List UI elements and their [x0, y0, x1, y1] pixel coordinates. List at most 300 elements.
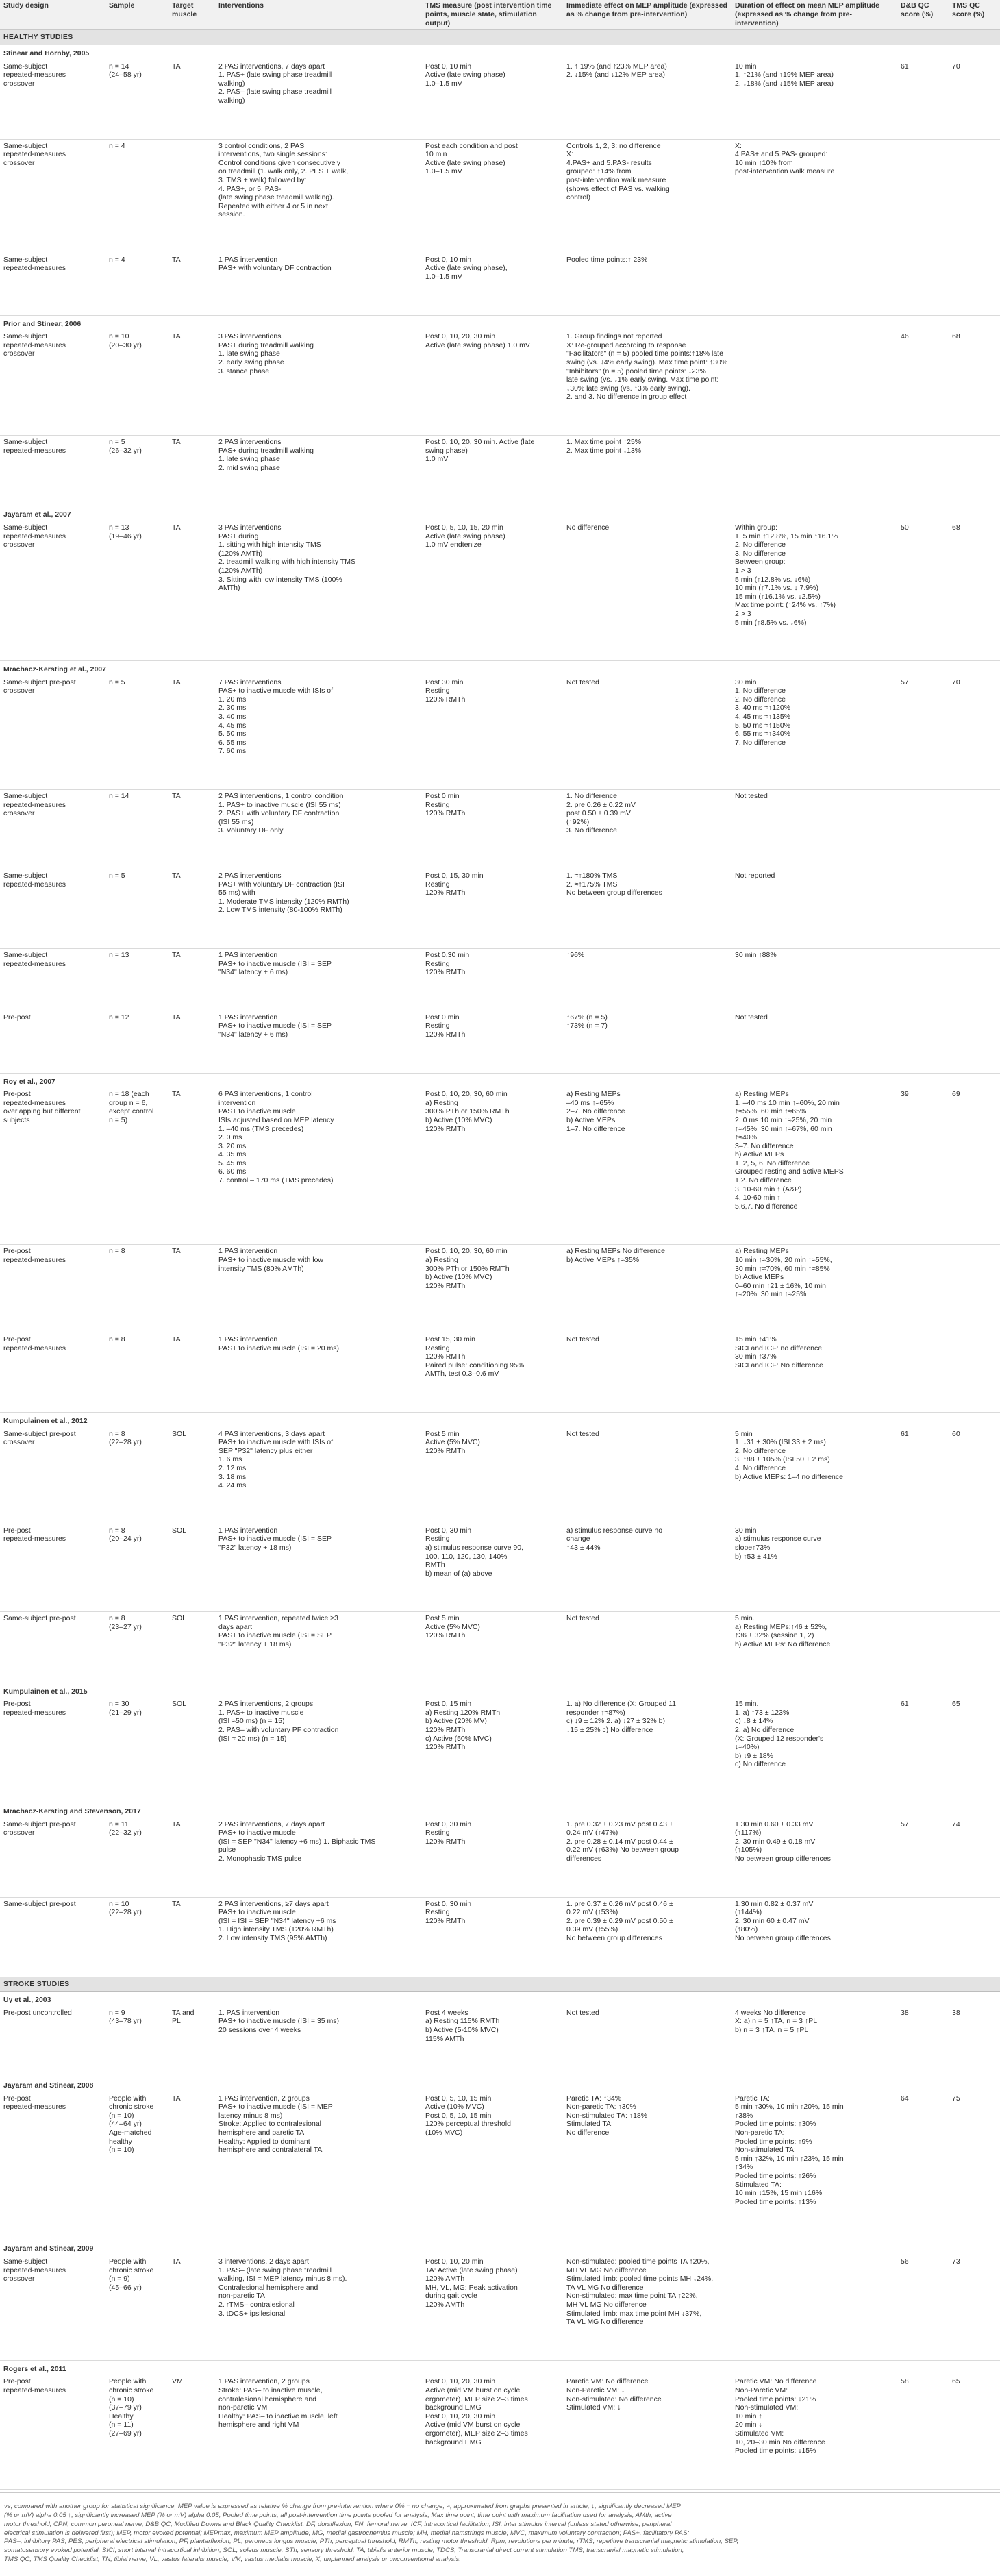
table-cell [0, 1333, 105, 1413]
cell-line: Resting [425, 880, 450, 889]
cell-line: 2 > 3 [735, 609, 751, 618]
cell-line: 120% RMTh [425, 1030, 466, 1039]
cell-line: 5 min (↑8.5% vs. ↓6%) [735, 618, 807, 627]
cell-line: 120% AMTh [425, 2275, 465, 2283]
cell-line: b) mean of (a) above [425, 1569, 492, 1578]
cell-line: 1. a) ↑73 ± 123% [735, 1708, 790, 1717]
cell-line: Post 0, 5, 10, 15 min [425, 2111, 492, 2120]
cell-line: 1.0 mV [425, 455, 449, 464]
table-cell [732, 1524, 897, 1612]
table-cell [563, 2092, 732, 2240]
cell-line: 1. 20 ms [218, 695, 247, 704]
cell-line: ↑43 ± 44% [566, 1543, 601, 1552]
cell-line: Paretic VM: No difference [735, 2377, 817, 2386]
study-author: Rogers et al., 2011 [3, 2364, 66, 2373]
table-cell [422, 1333, 563, 1413]
cell-line: 1.30 min 0.82 ± 0.37 mV [735, 1899, 814, 1908]
cell-line: Same-subject pre-post [3, 1614, 76, 1623]
table-cell [949, 60, 1000, 139]
table-cell [215, 2255, 422, 2360]
cell-line: 5. 45 ms [218, 1159, 247, 1167]
cell-line: crossover [3, 2275, 35, 2283]
cell-line: hemisphere and contralateral TA [218, 2146, 323, 2155]
cell-line: n = 9 [109, 2008, 125, 2017]
cell-line: ↓15 ± 25% c) No difference [566, 1726, 653, 1735]
study-author: Mrachacz-Kersting and Stevenson, 2017 [3, 1807, 141, 1816]
cell-line: 68 [952, 332, 960, 341]
column-header: Immediate effect on MEP amplitude (expressed as % change from pre-intervention) [563, 0, 732, 30]
cell-line: PAS+ to inactive muscle [218, 1107, 296, 1116]
cell-line: 1. –40 ms (TMS precedes) [218, 1124, 304, 1133]
cell-line: (ISI = SEP "N34" latency +6 ms) 1. Biphasic TMS [218, 1837, 376, 1846]
cell-line: 38 [901, 2008, 909, 2017]
cell-line: 1 PAS intervention [218, 950, 278, 959]
table-cell [422, 253, 563, 315]
cell-line: post-intervention walk measure [735, 167, 835, 176]
cell-line: repeated-measures [3, 1098, 66, 1107]
cell-line: (↑105%) [735, 1846, 762, 1855]
cell-line: background EMG [425, 2438, 482, 2447]
cell-line: 2. ↓18% (and ↓15% MEP area) [735, 79, 834, 88]
table-cell [168, 1524, 215, 1612]
table-cell [949, 521, 1000, 661]
table-row [0, 1333, 1000, 1413]
cell-line: Pooled time points: ↑9% [735, 2137, 812, 2146]
table-cell [168, 436, 215, 506]
cell-line: Not tested [566, 1335, 599, 1343]
cell-line: 1. Group findings not reported [566, 332, 662, 341]
cell-line: Post 0, 10, 20 min [425, 2257, 484, 2266]
cell-line: Post 0,30 min [425, 950, 470, 959]
table-cell [422, 2375, 563, 2489]
cell-line: Same-subject [3, 2257, 48, 2266]
cell-line: 1–7. No difference [566, 1124, 625, 1133]
cell-line: People with [109, 2377, 147, 2386]
table-cell [949, 2092, 1000, 2240]
cell-line: 1. No difference [735, 686, 786, 695]
cell-line: Pre-post uncontrolled [3, 2008, 72, 2017]
cell-line: 3. TMS + walk) followed by: [218, 175, 307, 184]
cell-line: Stimulated limb: max time point MH ↓37%, [566, 2309, 702, 2318]
cell-line: a) Resting MEPs [566, 1090, 621, 1099]
table-cell [563, 1011, 732, 1073]
study-author: Kumpulainen et al., 2012 [3, 1416, 88, 1425]
cell-line: 10 min (↑7.1% vs. ↓ 7.9%) [735, 584, 818, 593]
table-cell [105, 2375, 168, 2489]
cell-line: c) No difference [735, 1760, 786, 1769]
cell-line: 1.0–1.5 mV [425, 167, 462, 176]
footnote-line: motor threshold; CPN, common peroneal nerve; D&B QC, Modified Downs and Black Quality Checklist; DF, dorsiflexion; FN, femoral nerve; ICF, intracortical facilitation; ISI, inter stimulus interval (unless stated otherwise, peripheral [4, 2520, 672, 2528]
table-row [0, 1524, 1000, 1612]
cell-line: (45–66 yr) [109, 2283, 142, 2292]
cell-line: 120% RMTh [425, 809, 466, 818]
cell-line: 4.PAS+ and 5.PAS- grouped: [735, 150, 828, 159]
section-header [0, 30, 1000, 45]
table-cell [949, 1428, 1000, 1524]
cell-line: 2 PAS interventions, 2 groups [218, 1700, 314, 1709]
table-cell [168, 1897, 215, 1977]
cell-line: contralesional hemisphere and [218, 2394, 317, 2403]
cell-line: n = 8 [109, 1247, 125, 1256]
cell-line: "N34" latency + 6 ms) [218, 968, 288, 977]
cell-line: SOL [172, 1700, 187, 1709]
cell-line: a) Resting MEPs No difference [566, 1247, 665, 1256]
cell-line: 2. treadmill walking with high intensity TMS [218, 558, 355, 567]
cell-line: (X: Grouped 12 responder's [735, 1734, 824, 1743]
cell-line: Resting [425, 1908, 450, 1917]
cell-line: Pre-post [3, 1090, 31, 1099]
cell-line: Post 0, 30 min [425, 1899, 472, 1908]
table-row [0, 139, 1000, 253]
table-cell [0, 60, 105, 139]
table-cell [732, 1245, 897, 1333]
table-cell [897, 790, 949, 869]
cell-line: PL [172, 2017, 181, 2026]
cell-line: swing (vs. ↓4% early swing). Max time point: ↑30% [566, 358, 728, 367]
cell-line: a) Resting MEPs [735, 1247, 789, 1256]
table-cell [0, 521, 105, 661]
cell-line: 1. late swing phase [218, 455, 280, 464]
column-header: Interventions [215, 0, 422, 30]
cell-line: a) stimulus response curve no [566, 1526, 663, 1535]
study-author-row [0, 1803, 1000, 1818]
cell-line: Post 0, 15 min [425, 1700, 472, 1709]
cell-line: Active (late swing phase) [425, 71, 505, 79]
cell-line: 4. No difference [735, 1463, 786, 1472]
cell-line: MH VL MG No difference [566, 2300, 647, 2309]
cell-line: Max time point: (↑24% vs. ↑7%) [735, 601, 836, 610]
cell-line: n = 18 (each [109, 1090, 149, 1099]
cell-line: TA [172, 332, 181, 341]
cell-line: 10 min ↓15%, 15 min ↓16% [735, 2189, 823, 2198]
table-cell [949, 676, 1000, 790]
table-cell [563, 1088, 732, 1245]
cell-line: ergometer), MEP size 2–3 times [425, 2429, 528, 2438]
cell-line: post 0.50 ± 0.39 mV [566, 809, 631, 818]
cell-line: Pre-post [3, 1526, 31, 1535]
cell-line: n = 10 [109, 332, 129, 341]
cell-line: 4. 45 ms ≈↑135% [735, 713, 791, 721]
cell-line: 300% PTh or 150% RMTh [425, 1107, 510, 1116]
cell-line: crossover [3, 686, 35, 695]
cell-line: grouped: ↑14% from [566, 167, 632, 176]
cell-line: ↑≈20%, 30 min ↑≈25% [735, 1290, 807, 1299]
table-cell [215, 60, 422, 139]
cell-line: PAS+ to inactive muscle with low [218, 1256, 323, 1265]
cell-line: b) Active MEPs [735, 1273, 784, 1282]
table-cell [949, 330, 1000, 435]
cell-line: TA VL MG No difference [566, 2318, 644, 2327]
cell-line: TA [172, 2257, 181, 2266]
cell-line: PAS+ to inactive muscle [218, 1908, 296, 1917]
cell-line: 50 [901, 523, 909, 532]
table-cell [215, 436, 422, 506]
section-header [0, 1977, 1000, 1992]
cell-line: 1. pre 0.37 ± 0.26 mV post 0.46 ± [566, 1899, 673, 1908]
table-cell [215, 521, 422, 661]
table-cell [0, 1524, 105, 1612]
cell-line: 2. Low TMS intensity (80-100% RMTh) [218, 906, 342, 915]
cell-line: ↑34% [735, 2163, 753, 2172]
cell-line: (44–64 yr) [109, 2120, 142, 2129]
cell-line: (↑144%) [735, 1908, 762, 1917]
table-cell [897, 1333, 949, 1413]
cell-line: repeated-measures [3, 532, 66, 541]
cell-line: 2 PAS interventions [218, 438, 282, 446]
cell-line: PAS+ to inactive muscle (ISI = MEP [218, 2103, 333, 2111]
table-cell [897, 676, 949, 790]
cell-line: 1. Moderate TMS intensity (120% RMTh) [218, 897, 349, 906]
table-cell [422, 790, 563, 869]
table-cell [215, 1088, 422, 1245]
cell-line: 6 PAS interventions, 1 control [218, 1090, 313, 1099]
cell-line: n = 13 [109, 523, 129, 532]
cell-line: ↑≈55%, 60 min ↑≈65% [735, 1107, 807, 1116]
table-row [0, 1897, 1000, 1977]
cell-line: TA [172, 1247, 181, 1256]
table-cell [215, 1818, 422, 1897]
cell-line: 120% RMTh [425, 1352, 466, 1361]
cell-line: (shows effect of PAS vs. walking [566, 184, 670, 193]
table-row [0, 1088, 1000, 1245]
table-cell [897, 1612, 949, 1683]
cell-line: chronic stroke [109, 2266, 154, 2275]
cell-line: 64 [901, 2094, 909, 2103]
cell-line: Same-subject pre-post [3, 1899, 76, 1908]
table-cell [563, 2375, 732, 2489]
table-cell [168, 330, 215, 435]
cell-line: TA [172, 792, 181, 801]
cell-line: 7. No difference [735, 738, 786, 747]
cell-line: Not tested [566, 1614, 599, 1623]
cell-line: (ISI ≈ 20 ms) (n = 15) [218, 1734, 287, 1743]
cell-line: (↑117%) [735, 1829, 762, 1837]
cell-line: ISIs adjusted based on MEP latency [218, 1115, 334, 1124]
table-cell [0, 1245, 105, 1333]
cell-line: 1. a) No difference (X: Grouped 11 [566, 1700, 677, 1709]
cell-line: 75 [952, 2094, 960, 2103]
cell-line: 30 min [735, 678, 757, 686]
column-header: D&B QC score (%) [897, 0, 949, 30]
cell-line: 2. No difference [735, 695, 786, 704]
cell-line: days apart [218, 1622, 253, 1631]
cell-line: 3. Voluntary DF only [218, 826, 284, 835]
cell-line: 2. Max time point ↓13% [566, 446, 642, 455]
table-cell [732, 139, 897, 253]
cell-line: Paretic TA: [735, 2094, 770, 2103]
cell-line: Same-subject pre-post [3, 1820, 76, 1829]
cell-line: b) n = 3 ↑TA, n = 5 ↑PL [735, 2025, 809, 2034]
cell-line: 3. ↑88 ± 105% (ISI 50 ± 2 ms) [735, 1455, 830, 1464]
table-cell [0, 869, 105, 949]
cell-line: (26–32 yr) [109, 446, 142, 455]
cell-line: ↑≈45%, 30 min ↑≈67%, 60 min [735, 1124, 832, 1133]
cell-line: ↑67% (n = 5) [566, 1013, 608, 1021]
table-cell [0, 948, 105, 1011]
cell-line: Age-matched [109, 2129, 152, 2138]
table-cell [949, 139, 1000, 253]
cell-line: crossover [3, 79, 35, 88]
table-cell [732, 521, 897, 661]
cell-line: change [566, 1535, 590, 1544]
table-row [0, 1612, 1000, 1683]
table-cell [563, 676, 732, 790]
cell-line: 2. 12 ms [218, 1463, 247, 1472]
column-header: Study design [0, 0, 105, 30]
cell-line: 10 min [735, 62, 757, 71]
cell-line: 1. PAS intervention [218, 2008, 280, 2017]
study-author: Jayaram and Stinear, 2008 [3, 2081, 94, 2090]
cell-line: 6. 60 ms [218, 1167, 247, 1176]
table-cell [105, 139, 168, 253]
cell-line: 38 [952, 2008, 960, 2017]
footnote-line: TMS QC, TMS Quality Checklist; TN, tibial nerve; VL, vastus lateralis muscle; VM, vastus medialis muscle; X, unplanned analysis or unconventional analysis. [4, 2555, 462, 2564]
cell-line: chronic stroke [109, 2103, 154, 2111]
cell-line: 61 [901, 1429, 909, 1438]
table-row [0, 2375, 1000, 2489]
cell-line: 3 control conditions, 2 PAS [218, 141, 305, 150]
cell-line: 70 [952, 62, 960, 71]
cell-line: Post 15, 30 min [425, 1335, 475, 1343]
cell-line: (n = 9) [109, 2275, 130, 2283]
cell-line: 4. 45 ms [218, 721, 247, 730]
cell-line: Controls 1, 2, 3: no difference [566, 141, 661, 150]
cell-line: Post 0, 10, 20, 30 min [425, 332, 496, 341]
cell-line: SOL [172, 1429, 187, 1438]
study-author-row [0, 1073, 1000, 1088]
cell-line: n = 14 [109, 62, 129, 71]
cell-line: PAS+ to inactive muscle (ISI = SEP [218, 1021, 332, 1030]
cell-line: 5 min ↑30%, 10 min ↑20%, 15 min [735, 2103, 844, 2111]
cell-line: b) Active (5-10% MVC) [425, 2025, 499, 2034]
cell-line: "Facilitators" (n = 5) pooled time points:↑18% late [566, 349, 723, 358]
cell-line: 10 min [425, 150, 447, 159]
table-cell [563, 869, 732, 949]
cell-line: Non-Paretic VM: ↓ [566, 2386, 625, 2394]
table-cell [422, 330, 563, 435]
cell-line: Post 4 weeks [425, 2008, 468, 2017]
cell-line: (n = 11) [109, 2420, 134, 2429]
cell-line: swing phase) [425, 446, 468, 455]
cell-line: Not reported [735, 871, 775, 880]
cell-line: crossover [3, 158, 35, 167]
cell-line: 120% RMTh [425, 1631, 466, 1640]
table-cell [949, 1245, 1000, 1333]
table-cell [732, 1011, 897, 1073]
table-cell [105, 1428, 168, 1524]
cell-line: b) Active MEPs ↑≈35% [566, 1256, 640, 1265]
cell-line: Not tested [566, 1429, 599, 1438]
table-cell [949, 1011, 1000, 1073]
cell-line: ↑96% [566, 950, 585, 959]
table-cell [563, 330, 732, 435]
cell-line: 1. sitting with high intensity TMS [218, 541, 321, 549]
cell-line: 1. PAS+ (late swing phase treadmill [218, 71, 332, 79]
cell-line: 4. PAS+, or 5. PAS- [218, 184, 282, 193]
cell-line: 6. 55 ms ≈↑340% [735, 730, 791, 739]
cell-line: 2. pre 0.28 ± 0.14 mV post 0.44 ± [566, 1837, 673, 1846]
column-header: Duration of effect on mean MEP amplitude (expressed as % change from pre-intervention) [732, 0, 897, 30]
table-cell [0, 1897, 105, 1977]
cell-line: repeated-measures [3, 2266, 66, 2275]
table-cell [422, 60, 563, 139]
cell-line: 1 PAS intervention [218, 1335, 278, 1343]
cell-line: n = 10 [109, 1899, 129, 1908]
cell-line: 30 min ↑88% [735, 950, 777, 959]
table-cell [949, 1612, 1000, 1683]
cell-line: Stroke: Applied to contralesional [218, 2120, 322, 2129]
table-cell [563, 253, 732, 315]
cell-line: 2. No difference [735, 1446, 786, 1455]
cell-line: PAS+ during [218, 532, 259, 541]
table-cell [215, 2007, 422, 2077]
table-row [0, 436, 1000, 506]
cell-line: 30 min [735, 1526, 757, 1535]
cell-line: a) Resting 120% RMTh [425, 1708, 501, 1717]
cell-line: "P32" latency + 18 ms) [218, 1640, 292, 1649]
cell-line: Stroke: PAS– to inactive muscle, [218, 2386, 323, 2394]
cell-line: TA and [172, 2008, 195, 2017]
cell-line: subjects [3, 1115, 30, 1124]
table-cell [215, 1428, 422, 1524]
table-cell [105, 1245, 168, 1333]
cell-line: crossover [3, 1829, 35, 1837]
table-cell [422, 2255, 563, 2360]
table-cell [949, 790, 1000, 869]
table-cell [168, 948, 215, 1011]
cell-line: "N34" latency + 6 ms) [218, 1030, 288, 1039]
cell-line: No between group differences [735, 1854, 831, 1863]
cell-line: 5. 50 ms [218, 730, 247, 739]
cell-line: n = 8 [109, 1614, 125, 1623]
cell-line: Between group: [735, 558, 786, 567]
cell-line: 0.39 mV (↑55%) [566, 1925, 618, 1934]
table-cell [897, 436, 949, 506]
cell-line: 1. ↓31 ± 30% (ISI 33 ± 2 ms) [735, 1438, 826, 1447]
cell-line: PAS+ during treadmill walking [218, 446, 314, 455]
cell-line: b) Active (10% MVC) [425, 1115, 492, 1124]
study-author: Prior and Stinear, 2006 [3, 319, 82, 328]
cell-line: non-paretic VM [218, 2403, 268, 2412]
cell-line: 2. Monophasic TMS pulse [218, 1854, 302, 1863]
cell-line: repeated-measures [3, 2103, 66, 2111]
cell-line: PAS+ with voluntary DF contraction (ISI [218, 880, 345, 889]
cell-line: repeated-measures [3, 264, 66, 273]
table-row [0, 869, 1000, 949]
cell-line: (22–28 yr) [109, 1908, 142, 1917]
cell-line: Paired pulse: conditioning 95% [425, 1361, 525, 1370]
cell-line: Healthy: Applied to dominant [218, 2137, 310, 2146]
cell-line: Paretic TA: ↑34% [566, 2094, 622, 2103]
table-row [0, 790, 1000, 869]
cell-line: TA [172, 1013, 181, 1021]
table-cell [168, 253, 215, 315]
cell-line: Post 0, 10, 20, 30 min. Active (late [425, 438, 535, 446]
cell-line: "P32" latency + 18 ms) [218, 1543, 292, 1552]
cell-line: Not tested [735, 792, 768, 801]
cell-line: No between group differences [735, 1933, 831, 1942]
cell-line: Pre-post [3, 1013, 31, 1021]
cell-line: 15 min (↑16.1% vs. ↓2.5%) [735, 592, 821, 601]
cell-line: ↓30% late swing (vs. ↑3% early swing). [566, 384, 690, 393]
table-cell [897, 521, 949, 661]
cell-line: (ISI ≈50 ms) (n = 15) [218, 1717, 285, 1726]
cell-line: TA [172, 871, 181, 880]
cell-line: 10 min ↑10% from [735, 158, 793, 167]
cell-line: Stimulated VM: [735, 2429, 784, 2438]
table-cell [563, 2007, 732, 2077]
cell-line: 4. 24 ms [218, 1481, 247, 1490]
